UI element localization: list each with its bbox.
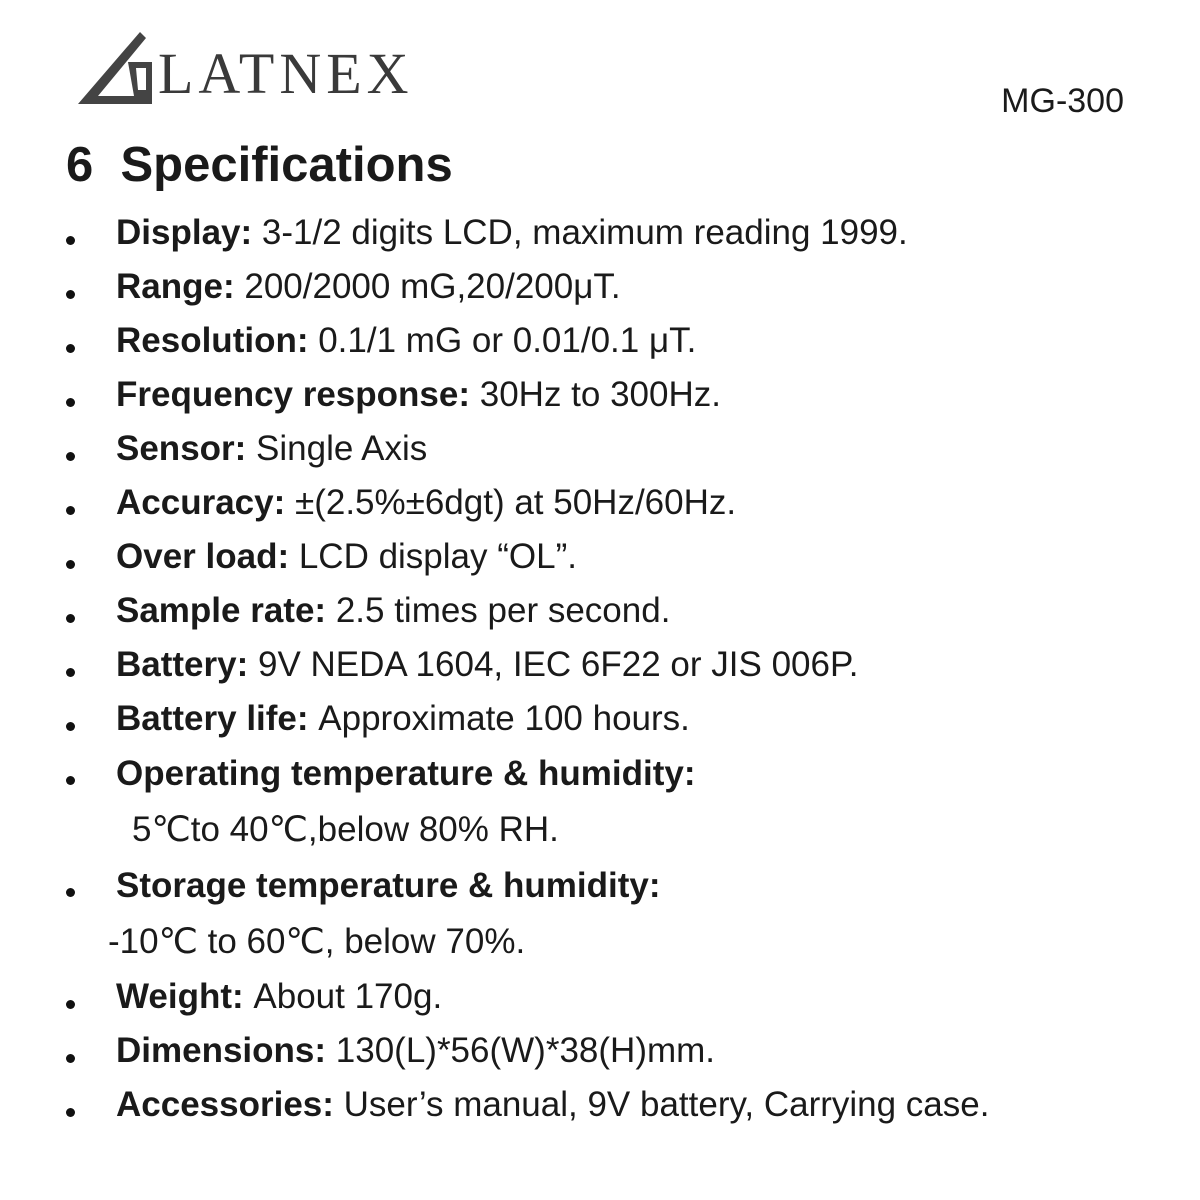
section-title: Specifications — [120, 138, 453, 192]
spec-value: 0.1/1 mG or 0.01/0.1 μT. — [318, 321, 697, 360]
section-number: 6 — [66, 138, 94, 192]
spec-item-dimensions — [0, 1024, 1200, 1078]
spec-value: 130(L)*56(W)*38(H)mm. — [335, 1031, 716, 1070]
model-number: MG-300 — [1001, 82, 1124, 120]
spec-label: Accessories: — [116, 1085, 344, 1124]
spec-label: Weight: — [116, 977, 254, 1016]
bullet-icon — [66, 260, 96, 314]
bullet-icon — [66, 858, 96, 912]
spec-value: 2.5 times per second. — [335, 591, 671, 630]
bullet-icon — [66, 1024, 96, 1078]
spec-value: User’s manual, 9V battery, Carrying case. — [343, 1085, 990, 1124]
spec-list — [0, 206, 1200, 1132]
spec-item-over-load — [0, 530, 1200, 584]
spec-label: Resolution: — [116, 321, 319, 360]
bullet-icon — [66, 746, 96, 800]
spec-label: Sample rate: — [116, 591, 336, 630]
spec-item-frequency-response — [0, 368, 1200, 422]
spec-item-sensor — [0, 422, 1200, 476]
spec-value: 200/2000 mG,20/200μT. — [244, 267, 621, 306]
bullet-icon — [66, 530, 96, 584]
spec-value: -10℃ to 60℃, below 70%. — [108, 922, 526, 961]
spec-item-operating-temperature — [0, 746, 1200, 858]
bullet-icon — [66, 584, 96, 638]
spec-label: Operating temperature & humidity: — [116, 754, 696, 793]
spec-label: Battery: — [116, 645, 258, 684]
spec-label: Sensor: — [116, 429, 257, 468]
spec-label: Over load: — [116, 537, 299, 576]
spec-item-accuracy — [0, 476, 1200, 530]
spec-item-accessories — [0, 1078, 1200, 1132]
spec-item-weight — [0, 970, 1200, 1024]
spec-value: Approximate 100 hours. — [318, 699, 690, 738]
spec-value: 5℃to 40℃,below 80% RH. — [132, 810, 559, 849]
spec-value: About 170g. — [253, 977, 443, 1016]
spec-item-storage-temperature — [0, 858, 1200, 970]
spec-item-display — [0, 206, 1200, 260]
spec-value: Single Axis — [256, 429, 428, 468]
bullet-icon — [66, 692, 96, 746]
section-heading — [66, 136, 453, 195]
brand-logo — [78, 32, 414, 112]
spec-label: Range: — [116, 267, 245, 306]
spec-label: Battery life: — [116, 699, 319, 738]
spec-item-sample-rate — [0, 584, 1200, 638]
spec-item-battery — [0, 638, 1200, 692]
spec-label: Frequency response: — [116, 375, 480, 414]
bullet-icon — [66, 206, 96, 260]
spec-item-battery-life — [0, 692, 1200, 746]
bullet-icon — [66, 422, 96, 476]
spec-label: Display: — [116, 213, 262, 252]
spec-value: 30Hz to 300Hz. — [479, 375, 721, 414]
spec-label: Storage temperature & humidity: — [116, 866, 661, 905]
bullet-icon — [66, 476, 96, 530]
spec-label: Dimensions: — [116, 1031, 336, 1070]
spec-label: Accuracy: — [116, 483, 295, 522]
bullet-icon — [66, 638, 96, 692]
bullet-icon — [66, 970, 96, 1024]
spec-value: 9V NEDA 1604, IEC 6F22 or JIS 006P. — [257, 645, 859, 684]
spec-value: 3-1/2 digits LCD, maximum reading 1999. — [261, 213, 908, 252]
spec-value: ±(2.5%±6dgt) at 50Hz/60Hz. — [294, 483, 737, 522]
latnex-logo-mark — [78, 32, 170, 112]
spec-item-range — [0, 260, 1200, 314]
bullet-icon — [66, 368, 96, 422]
spec-value: LCD display “OL”. — [298, 537, 577, 576]
spec-item-resolution — [0, 314, 1200, 368]
brand-name: LATNEX — [158, 41, 414, 106]
bullet-icon — [66, 314, 96, 368]
bullet-icon — [66, 1078, 96, 1132]
